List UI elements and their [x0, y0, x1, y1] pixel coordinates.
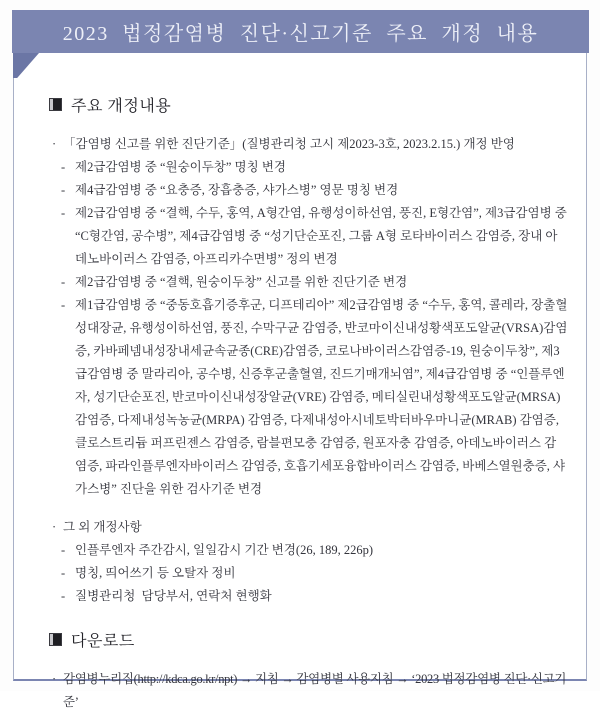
dash-marker: - — [61, 275, 66, 289]
dash-marker: - — [61, 183, 66, 197]
square-bullet-icon — [49, 633, 62, 646]
bullet-group — [32, 133, 568, 501]
dot-bullet-marker: · — [52, 137, 57, 151]
revision-item-text: 제2급감염병 중 “결핵, 수두, 홍역, A형간염, 유행성이하선염, 풍진, E형간염”, 제3급감염병 중 “C형간염, 공수병”, 제4급감염병 중 “성기단순포진, 그룹 A형 로타바이러스 감염증, 장내 아데노바이러스 감염증, 아프리카수면병” 정의 변경 — [75, 206, 570, 266]
section-download — [32, 628, 568, 714]
revision-item-text: 질병관리청 담당부서, 연락처 현행화 — [75, 589, 272, 603]
page-title-bar — [12, 10, 589, 53]
bullet-group — [32, 668, 568, 714]
bullet-line — [32, 516, 568, 539]
bullet-text: 그 외 개정사항 — [63, 520, 142, 534]
dash-marker: - — [61, 543, 66, 557]
dash-marker: - — [61, 160, 66, 174]
revision-item-text: 제1급감염병 중 “중동호흡기증후군, 디프테리아” 제2급감염병 중 “수두, 홍역, 콜레라, 장출혈성대장균, 유행성이하선염, 풍진, 수막구균 감염증, 반코마이신내성황색포도알균(VRSA)감염증, 카바페넴내성장내세균속균종(CRE)감염증, 코로나바이러스감염증-19, 원숭이두창”, 제3급감염병 중 말라리아, 공수병, 신증후군출혈열, 진드기매개뇌염”, 제4급감염병 중 “인플루엔자, 성기단순포진, 반코마이신내성장알균(VRE) 감염증, 메티실린내성황색포도알균(MRSA) 감염증, 다제내성녹농균(MRPA) 감염증, 다제내성아시네토박터바우마니균(MRAB) 감염증, 클로스트리듐 퍼프린젠스 감염증, 람블편모충 감염증, 원포자충 감염증, 아데노바이러스 감염증, 파라인플루엔자바이러스 감염증, 호흡기세포융합바이러스 감염증, 바베스열원충증, 샤가스병” 진단을 위한 검사기준 변경 — [75, 298, 568, 496]
bullet-line — [32, 133, 568, 156]
bullet-line — [32, 668, 568, 714]
revision-item — [32, 156, 568, 179]
dash-marker: - — [61, 589, 66, 603]
fold-corner-decoration — [13, 53, 39, 78]
page-title: 2023 법정감염병 진단·신고기준 주요 개정 내용 — [62, 23, 539, 45]
revision-item-text: 제4급감염병 중 “요충증, 장흡충증, 샤가스병” 영문 명칭 변경 — [75, 183, 399, 197]
section-heading — [32, 628, 568, 651]
sections — [32, 93, 568, 714]
section-revisions — [32, 93, 568, 608]
square-bullet-icon — [49, 98, 62, 111]
section-heading-label: 다운로드 — [71, 633, 135, 650]
dot-bullet-marker: · — [52, 520, 57, 534]
revision-item — [32, 202, 568, 271]
bullet-text: 감염병누리집(http://kdca.go.kr/npt) → 지침 → 감염병별 사용지침 → ‘2023 법정감염병 진단·신고기준’ — [63, 672, 567, 709]
content-box — [13, 53, 587, 709]
revision-item — [32, 585, 568, 608]
revision-item — [32, 271, 568, 294]
revision-item — [32, 179, 568, 202]
dot-bullet-marker: · — [52, 672, 56, 686]
revision-item-text: 인플루엔자 주간감시, 일일감시 기간 변경(26, 189, 226p) — [75, 543, 373, 557]
revision-item-text: 제2급감염병 중 “결핵, 원숭이두창” 신고를 위한 진단기준 변경 — [75, 275, 408, 289]
revision-item-text: 명칭, 띄어쓰기 등 오탈자 정비 — [75, 566, 236, 580]
section-heading — [32, 93, 568, 116]
dash-marker: - — [61, 206, 66, 220]
section-heading-label: 주요 개정내용 — [71, 98, 172, 115]
revision-item — [32, 539, 568, 562]
dash-marker: - — [61, 566, 66, 580]
revision-item — [32, 562, 568, 585]
revision-item-text: 제2급감염병 중 “원숭이두창” 명칭 변경 — [75, 160, 286, 174]
bullet-group — [32, 516, 568, 608]
revision-item — [32, 294, 568, 501]
bullet-text: 「감염병 신고를 위한 진단기준」(질병관리청 고시 제2023-3호, 2023.2.15.) 개정 반영 — [63, 137, 515, 151]
dash-marker: - — [61, 298, 66, 312]
